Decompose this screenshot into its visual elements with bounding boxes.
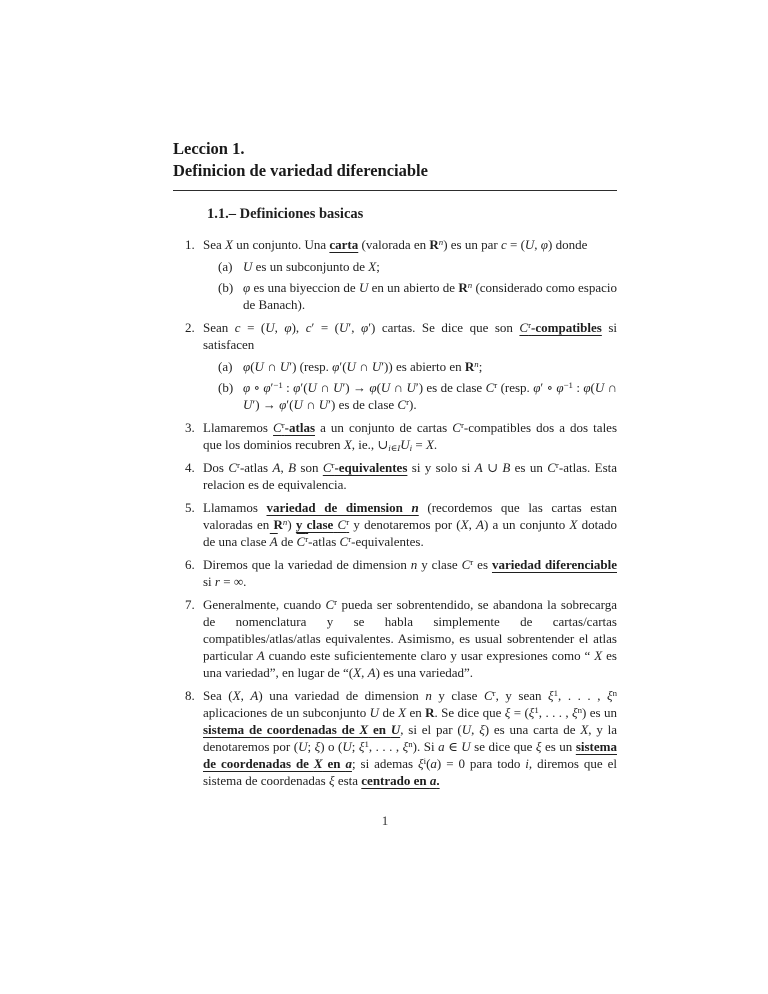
section-heading: 1.1.– Definiciones basicas	[207, 206, 364, 222]
sub-item-b	[203, 279, 617, 313]
document-title-line-2: Definicion de variedad diferenciable	[173, 160, 428, 180]
sub-item-label: (b)	[218, 380, 234, 395]
list-item-1	[173, 236, 617, 313]
sub-list	[203, 258, 617, 313]
item-text: Sea X un conjunto. Una carta (valorada en $R^n$) es un par c = (U, φ) donde	[203, 237, 588, 252]
item-number: 8.	[185, 688, 195, 703]
list-item-8	[173, 687, 617, 789]
item-text: Sean c = (U, φ), c′ = (U′, φ′) cartas. Se dice que son $C^r$-compatibles si satisfacen	[203, 320, 618, 352]
definition-list	[173, 236, 617, 789]
item-text: Sea (X, A) una variedad de dimension n y clase $C^r$, y sean $\xi^1$, . . . , $\xi^n$ aplicaciones de un subconjunto U de X en R. Se dice que $\xi = (\xi^1$, . . . , $\xi^n$) es un sistema de coordenadas de X en U, si el par (U, ξ) es una carta de X, y la denotaremos por (U; ξ) o (U; $\xi^1$, . . . , $\xi^n$). Si a ∈ U se dice que ξ es un sistema de coordenadas de X en a; si ademas $\xi^i(a) = 0$ para todo i, diremos que el sistema de coordenadas ξ esta centrado en a.	[203, 688, 618, 788]
item-number: 2.	[185, 320, 195, 335]
list-item-3	[173, 419, 617, 453]
title-divider-rule	[173, 190, 617, 191]
document-title-line-1: Leccion 1.	[173, 139, 245, 158]
item-number: 4.	[185, 460, 195, 475]
list-item-2	[173, 319, 617, 413]
sub-item-text: φ es una biyeccion de U en un abierto de $R^n$ (considerado como espacio de Banach).	[243, 280, 617, 312]
sub-item-b	[203, 379, 617, 413]
item-number: 5.	[185, 500, 195, 515]
item-text: Diremos que la variedad de dimension n y clase $C^r$ es variedad diferenciable si r = ∞.	[203, 557, 617, 589]
sub-item-label: (a)	[218, 359, 233, 374]
page-number: 1	[381, 813, 389, 828]
list-item-5	[173, 499, 617, 550]
item-number: 6.	[185, 557, 195, 572]
list-item-6	[173, 556, 617, 590]
item-number: 1.	[185, 237, 195, 252]
item-text: Llamaremos $C^r$-atlas a un conjunto de cartas $C^r$-compatibles dos a dos tales que los dominios recubren X, ie., $\cup_{i\in I}U_i = X$.	[203, 420, 618, 454]
sub-list	[203, 358, 617, 413]
item-text: Generalmente, cuando $C^r$ pueda ser sobrentendido, se abandona la sobrecarga de nomenclatura y se habla simplemente de cartas/cartas compatibles/atlas/atlas equivalentes. Asimismo, es usual sobrentender el atlas particular A cuando este suficientemente claro y usar expresiones como “ X es una variedad”, en lugar de “(X, A) es una variedad”.	[203, 597, 617, 680]
sub-item-text: φ(U ∩ U′) (resp. φ′(U ∩ U′)) es abierto en $R^n$;	[243, 359, 483, 374]
sub-item-a	[203, 258, 617, 275]
sub-item-label: (a)	[218, 259, 233, 274]
item-number: 3.	[185, 420, 195, 435]
item-body	[203, 319, 617, 413]
list-item-7	[173, 596, 617, 681]
sub-item-label: (b)	[218, 280, 234, 295]
sub-item-a	[203, 358, 617, 375]
list-item-4	[173, 459, 617, 493]
item-text: Llamamos variedad de dimension n (recordemos que las cartas estan valoradas en $R^n$) y clase $C^r$ y denotaremos por (X, A) a un conjunto X dotado de una clase $\overline{A}$ de $C^r$-atlas $C^r$-equivalentes.	[203, 500, 617, 549]
sub-item-text: U es un subconjunto de X;	[243, 259, 380, 274]
item-body	[203, 236, 617, 313]
item-number: 7.	[185, 597, 195, 612]
item-text: Dos $C^r$-atlas A, B son $C^r$-equivalentes si y solo si A ∪ B es un $C^r$-atlas. Esta relacion es de equivalencia.	[203, 460, 618, 492]
document-body	[173, 138, 617, 789]
sub-item-text: φ ∘ $\varphi'^{-1}$ : φ′(U ∩ U′) → φ(U ∩ U′) es de clase $C^r$ (resp. φ′ ∘ $\varphi^{-1}$ : φ(U ∩ U′) → φ′(U ∩ U′) es de clase $C^r$).	[243, 380, 618, 412]
